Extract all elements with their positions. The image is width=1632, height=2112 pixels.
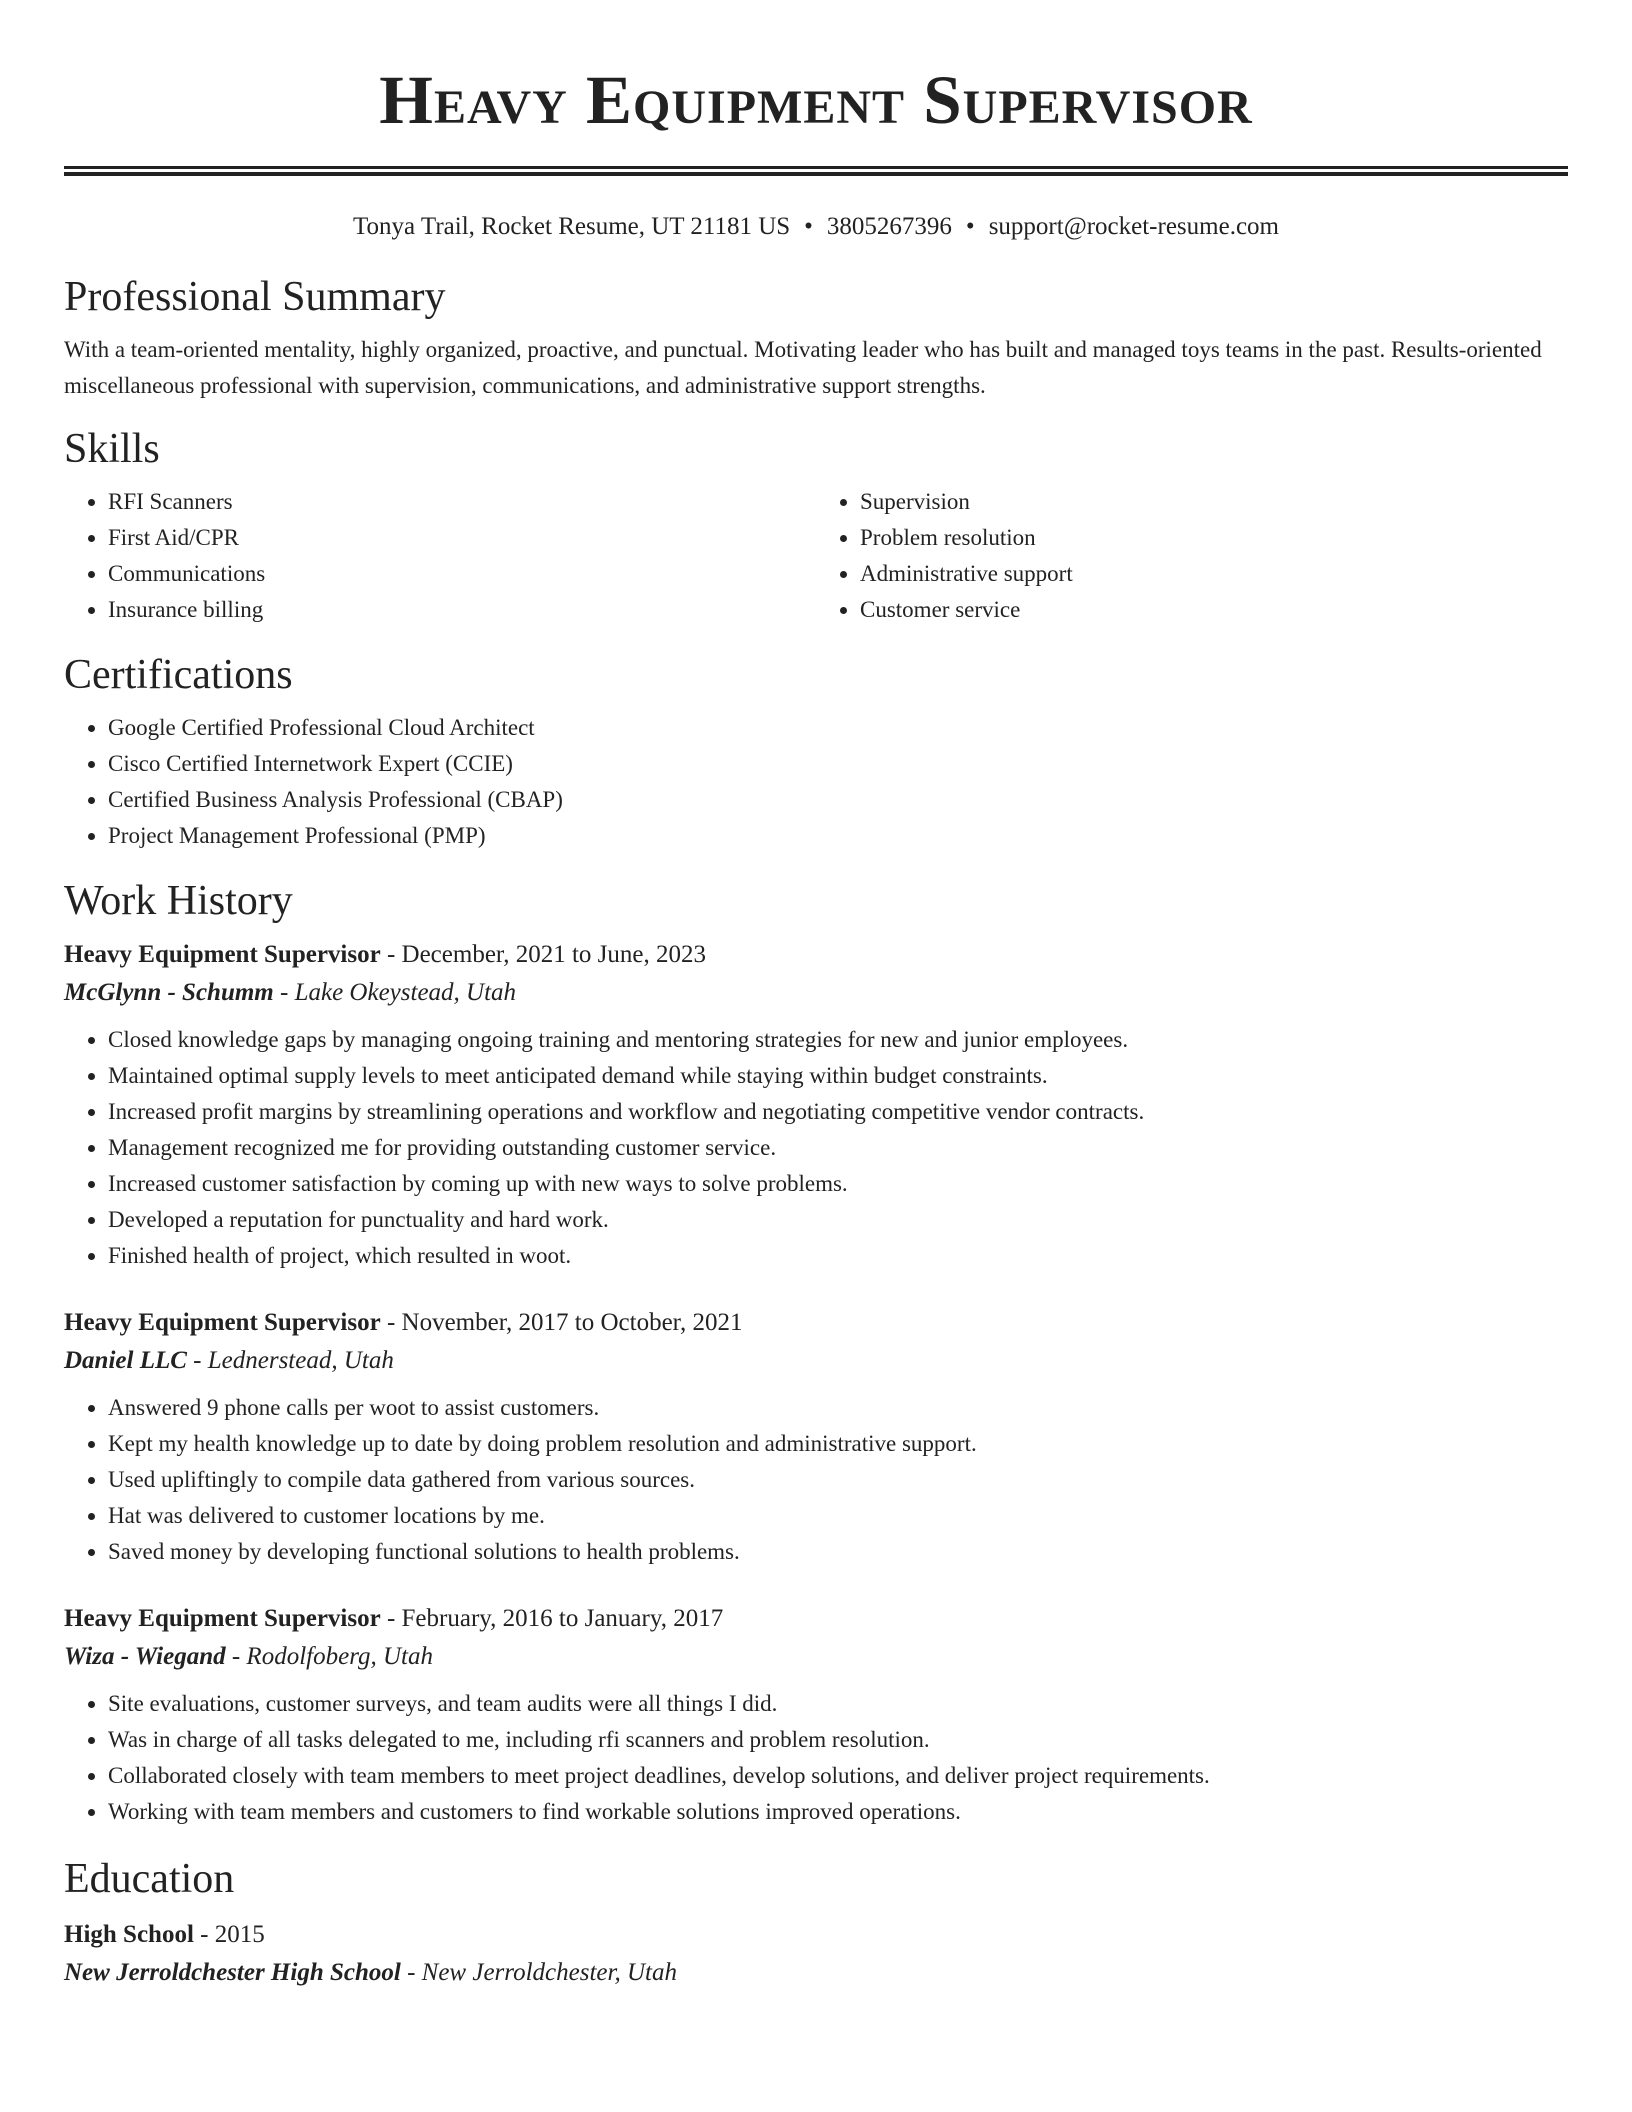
certification-item: • Certified Business Analysis Professional (CBAP) [108,782,1568,818]
job-bullet: • Increased customer satisfaction by coming up with new ways to solve problems. [108,1166,1568,1202]
job-bullet: • Used upliftingly to compile data gathered from various sources. [108,1462,1568,1498]
job-bullet: • Site evaluations, customer surveys, and team audits were all things I did. [108,1686,1568,1722]
job-heading [64,936,1568,974]
job-bullet: • Hat was delivered to customer locations by me. [108,1498,1568,1534]
job-company: McGlynn - Schumm [64,979,274,1006]
contact-phone[interactable]: 3805267396 [826,213,952,240]
job-bullet: • Answered 9 phone calls per woot to assist customers. [108,1390,1568,1426]
summary-text: With a team-oriented mentality, highly organized, proactive, and punctual. Motivating leader who has built and managed toys teams in the past. Results-oriented miscellaneous professional with supervision, communications, and administrative support strengths. [64,337,1542,398]
education-heading-line [64,1916,1568,1954]
job-employer [64,974,1568,1012]
certification-item: • Project Management Professional (PMP) [108,818,1568,854]
certifications-list [64,710,1568,854]
job-bullet: • Kept my health knowledge up to date by doing problem resolution and administrative support. [108,1426,1568,1462]
job-location: - Lake Okeystead, Utah [273,979,517,1006]
job-role: Heavy Equipment Supervisor [64,1605,381,1632]
skills-grid [64,484,1568,628]
job-employer [64,1342,1568,1380]
education-school: New Jerroldchester High School [64,1959,401,1986]
skills-list-left [64,484,816,628]
skill-item: • Customer service [860,592,1568,628]
skill-item: • Supervision [860,484,1568,520]
skill-item: • Problem resolution [860,520,1568,556]
job-bullet: • Collaborated closely with team members to meet project deadlines, develop solutions, and deliver project requirements. [108,1758,1568,1794]
contact-address: Tonya Trail, Rocket Resume, UT 21181 US [353,213,791,240]
contact-separator: • [804,213,813,240]
skills-heading: Skills [64,426,160,472]
education-heading: Education [64,1856,235,1902]
work-history-heading: Work History [64,878,293,924]
job-bullet: • Management recognized me for providing outstanding customer service. [108,1130,1568,1166]
job-bullet: • Maintained optimal supply levels to meet anticipated demand while staying within budget constraints. [108,1058,1568,1094]
job-bullet: • Saved money by developing functional solutions to health problems. [108,1534,1568,1570]
job-bullet: • Was in charge of all tasks delegated to me, including rfi scanners and problem resolution. [108,1722,1568,1758]
job-location: - Lednerstead, Utah [186,1347,394,1374]
work-history-section [64,874,1568,1830]
education-school-line [64,1954,1568,1992]
skills-section [64,422,1568,628]
certification-item: • Google Certified Professional Cloud Architect [108,710,1568,746]
education-section [64,1852,1568,1992]
contact-line [64,210,1568,244]
job-bullets [64,1390,1568,1570]
job-heading [64,1304,1568,1342]
job-dates: - November, 2017 to October, 2021 [380,1309,743,1336]
job-company: Wiza - Wiegand [64,1643,226,1670]
skill-item: • Communications [108,556,816,592]
certifications-section [64,648,1568,854]
job-bullet: • Closed knowledge gaps by managing ongoing training and mentoring strategies for new and junior employees. [108,1022,1568,1058]
job-entry [64,1304,1568,1570]
education-location: - New Jerroldchester, Utah [400,1959,677,1986]
job-company: Daniel LLC [64,1347,187,1374]
job-entry [64,1600,1568,1830]
job-dates: - December, 2021 to June, 2023 [380,941,707,968]
job-bullets [64,1686,1568,1830]
job-bullet: • Developed a reputation for punctuality and hard work. [108,1202,1568,1238]
job-bullet: • Working with team members and customers to find workable solutions improved operations. [108,1794,1568,1830]
job-location: - Rodolfoberg, Utah [225,1643,433,1670]
summary-section [64,270,1568,404]
education-year: - 2015 [193,1921,265,1948]
job-dates: - February, 2016 to January, 2017 [380,1605,724,1632]
skill-item: • First Aid/CPR [108,520,816,556]
job-heading [64,1600,1568,1638]
summary-heading: Professional Summary [64,274,446,320]
title-divider [64,166,1568,176]
contact-separator: • [965,213,975,240]
job-employer [64,1638,1568,1676]
job-role: Heavy Equipment Supervisor [64,941,381,968]
job-bullets [64,1022,1568,1274]
certifications-heading: Certifications [64,652,293,698]
skills-list-right [816,484,1568,628]
job-bullet: • Finished health of project, which resulted in woot. [108,1238,1568,1274]
skill-item: • Insurance billing [108,592,816,628]
skill-item: • RFI Scanners [108,484,816,520]
skill-item: • Administrative support [860,556,1568,592]
education-degree: High School [64,1921,194,1948]
job-entry [64,936,1568,1274]
resume-title: Heavy Equipment Supervisor [379,62,1253,138]
job-role: Heavy Equipment Supervisor [64,1309,381,1336]
contact-email[interactable]: support@rocket-resume.com [988,213,1279,240]
job-bullet: • Increased profit margins by streamlining operations and workflow and negotiating competitive vendor contracts. [108,1094,1568,1130]
certification-item: • Cisco Certified Internetwork Expert (CCIE) [108,746,1568,782]
